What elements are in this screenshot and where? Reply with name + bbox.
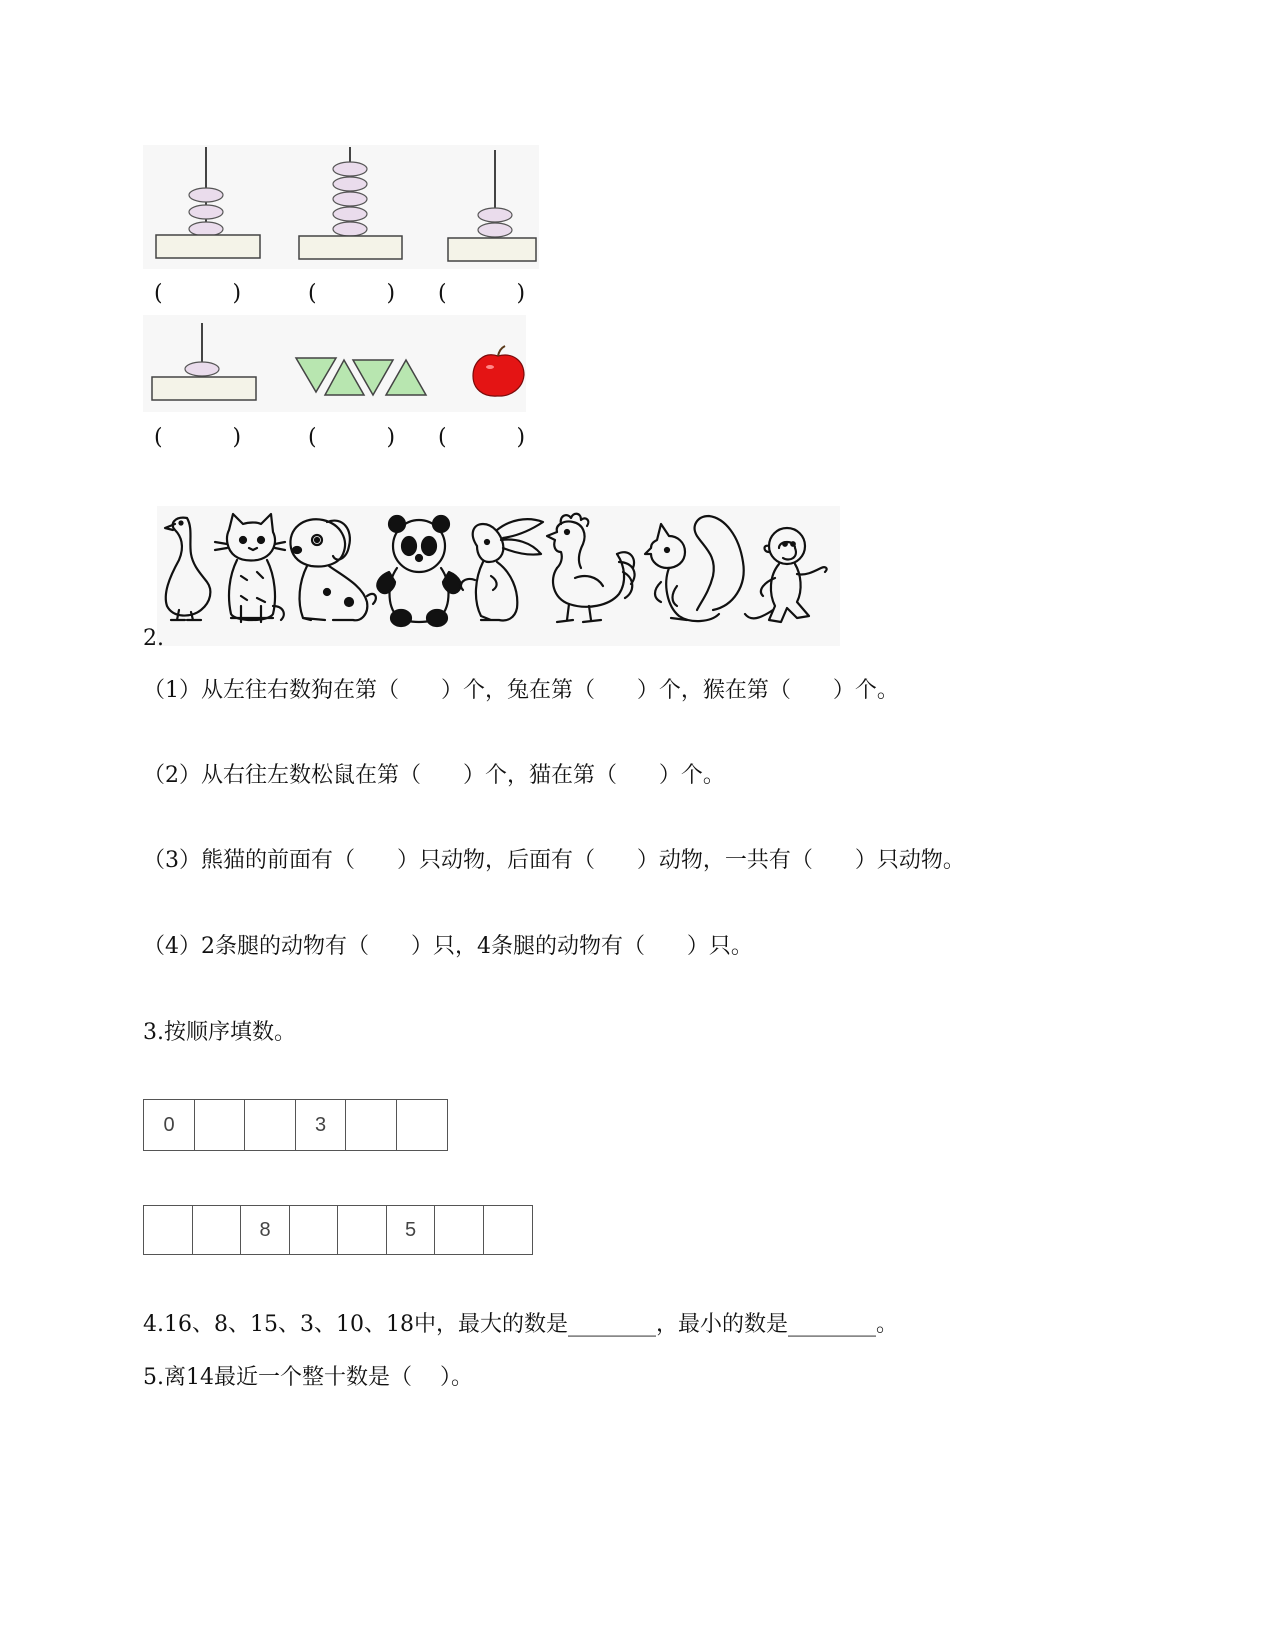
sequence-cell[interactable]: [337, 1205, 387, 1255]
rabbit-icon: [461, 519, 543, 620]
sequence-cell[interactable]: [483, 1205, 533, 1255]
sequence-cell[interactable]: [345, 1099, 397, 1151]
sequence-cell[interactable]: [194, 1099, 246, 1151]
answer-blank-1d[interactable]: ( ): [154, 425, 242, 450]
triangles-group: [296, 358, 426, 395]
question-5-text: 5.离14最近一个整十数是（ ）。: [143, 1365, 473, 1390]
abacus-row-figure: [143, 145, 539, 269]
question-2-item-3: （3）熊猫的前面有（ ）只动物，后面有（ ）动物，一共有（ ）只动物。: [143, 848, 965, 873]
abacus-row-svg: [143, 145, 539, 269]
question-2-number: 2.: [143, 626, 164, 651]
answer-blank-1c[interactable]: ( ): [438, 281, 526, 306]
sequence-cell[interactable]: 5: [386, 1205, 436, 1255]
sequence-cell[interactable]: [396, 1099, 448, 1151]
sequence-cell[interactable]: 0: [143, 1099, 195, 1151]
monkey-icon: [745, 528, 827, 622]
apple-icon: [473, 346, 524, 396]
sequence-cell[interactable]: [143, 1205, 193, 1255]
shapes-row-svg: [143, 315, 526, 412]
animals-figure: [157, 506, 840, 646]
abacus-1-bead: [152, 323, 256, 400]
sequence-cell[interactable]: [434, 1205, 484, 1255]
cat-icon: [215, 514, 285, 622]
question-4-text: 4.16、8、15、3、10、18中，最大的数是________，最小的数是________。: [143, 1312, 898, 1337]
abacus-2-beads: [448, 150, 536, 261]
question-2-item-1: （1）从左往右数狗在第（ ）个，兔在第（ ）个，猴在第（ ）个。: [143, 678, 899, 703]
answer-blank-1e[interactable]: ( ): [308, 425, 396, 450]
sequence-cell[interactable]: [289, 1205, 339, 1255]
dog-icon: [290, 519, 375, 620]
question-2-item-2: （2）从右往左数松鼠在第（ ）个，猫在第（ ）个。: [143, 763, 725, 788]
answer-blank-1b[interactable]: ( ): [308, 281, 396, 306]
sequence-cell[interactable]: [244, 1099, 296, 1151]
squirrel-icon: [645, 516, 744, 621]
abacus-5-beads: [299, 147, 402, 259]
goose-icon: [165, 518, 210, 620]
sequence-cell[interactable]: 8: [240, 1205, 290, 1255]
number-sequence-row-1: [143, 1099, 446, 1151]
question-2-item-4: （4）2条腿的动物有（ ）只，4条腿的动物有（ ）只。: [143, 934, 753, 959]
number-sequence-row-2: [143, 1205, 531, 1255]
answer-blank-1a[interactable]: ( ): [154, 281, 242, 306]
sequence-cell[interactable]: [192, 1205, 242, 1255]
rooster-icon: [547, 514, 635, 622]
sequence-cell[interactable]: 3: [295, 1099, 347, 1151]
shapes-row-figure: [143, 315, 526, 412]
answer-blank-1f[interactable]: ( ): [438, 425, 526, 450]
abacus-3-beads: [156, 147, 260, 258]
question-3-title: 3.按顺序填数。: [143, 1020, 296, 1045]
panda-icon: [377, 516, 460, 626]
animals-svg: [157, 506, 840, 646]
